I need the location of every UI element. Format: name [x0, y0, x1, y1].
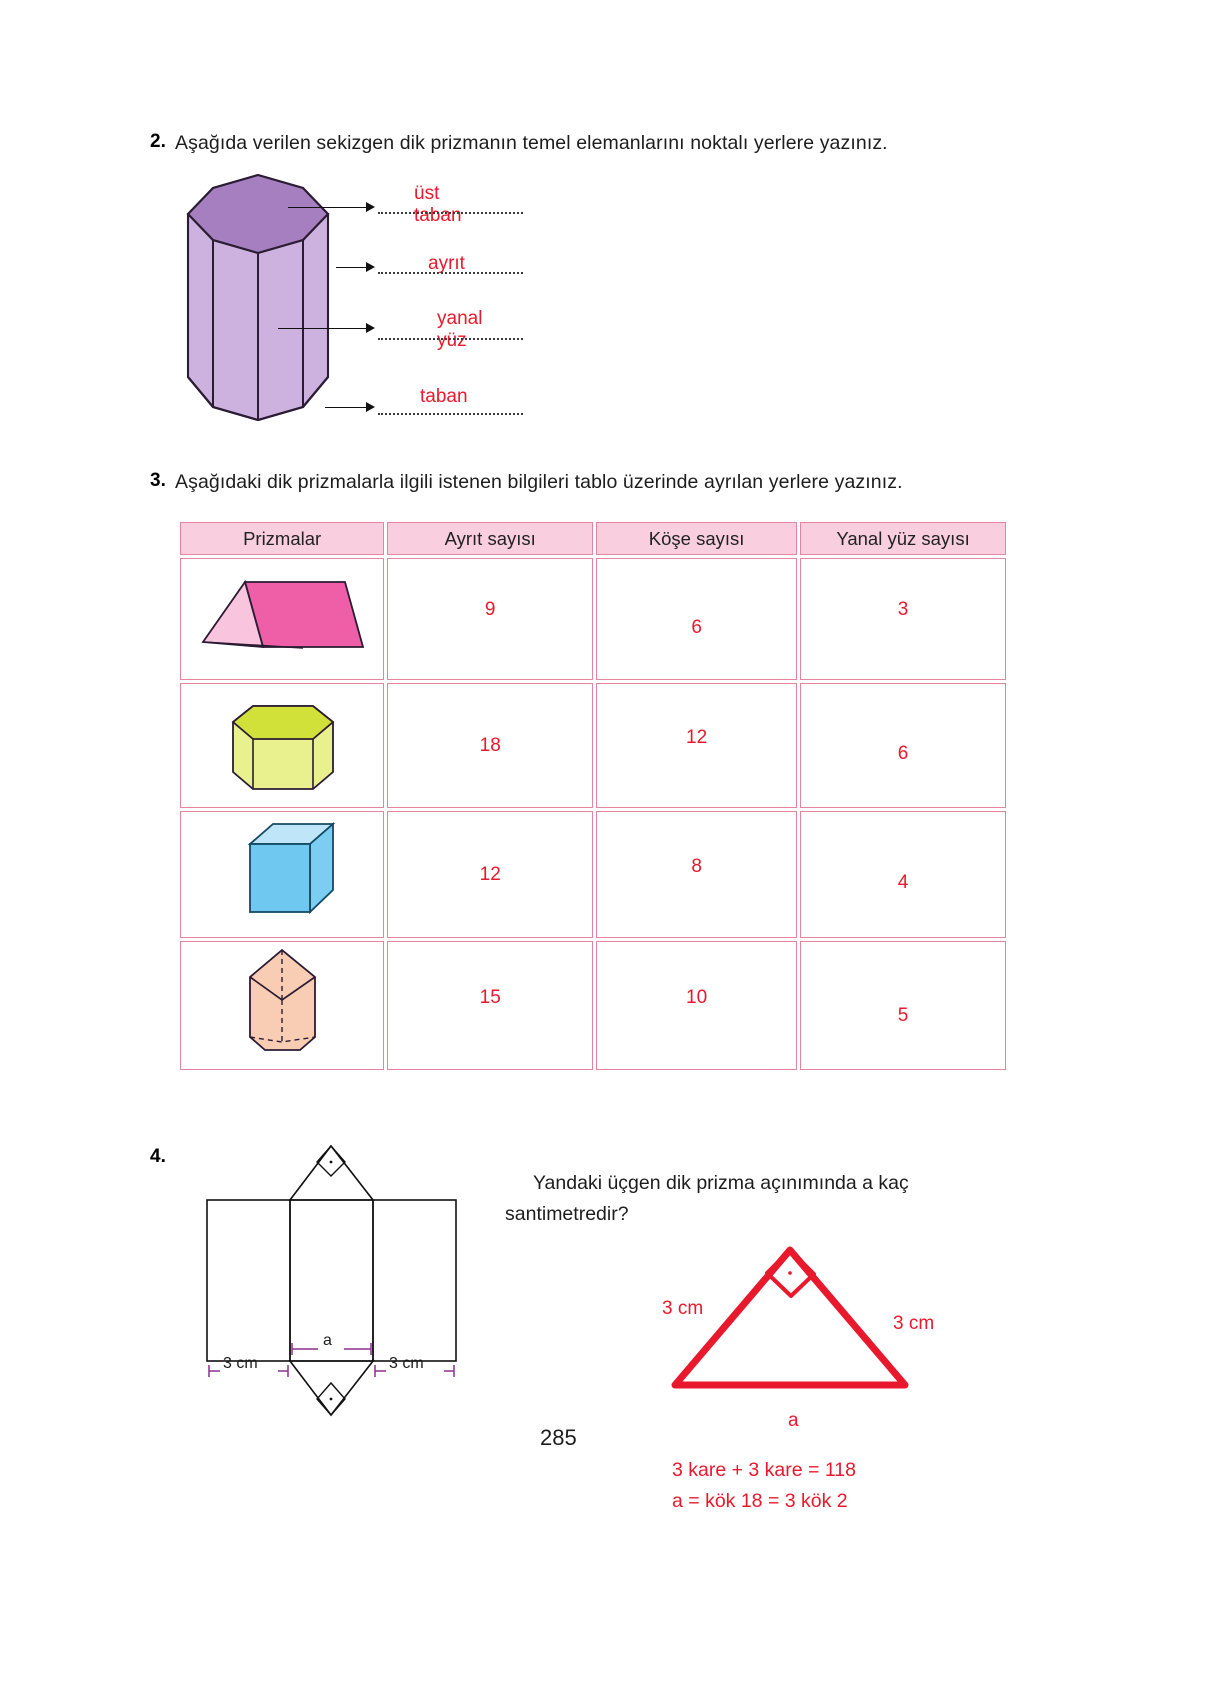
triangular-prism-net-svg — [185, 1140, 475, 1440]
cell-lateral-4[interactable] — [800, 941, 1006, 1070]
cell-edges-2[interactable] — [387, 683, 593, 808]
answer-vertices-4: 10 — [686, 986, 708, 1008]
leader-arrowhead-2 — [366, 262, 375, 272]
question-3-text: Aşağıdaki dik prizmalarla ilgili istenen bilgileri tablo üzerinde ayrılan yerlere yazınız. — [175, 471, 903, 493]
table-row — [180, 558, 1006, 680]
cell-vertices-3[interactable] — [596, 811, 797, 938]
prism-properties-table — [177, 519, 1009, 1073]
answer-vertices-3: 8 — [691, 855, 702, 877]
cell-vertices-2[interactable] — [596, 683, 797, 808]
cell-shape-cube-prism — [180, 811, 384, 938]
question-2-text: Aşağıda verilen sekizgen dik prizmanın temel elemanlarını noktalı yerlere yazınız. — [175, 132, 888, 154]
cube-prism-svg — [195, 812, 370, 932]
page-number: 285 — [540, 1425, 577, 1450]
answer-edges-2: 18 — [479, 734, 501, 756]
answer-blank-2[interactable] — [378, 272, 523, 274]
triangular-prism-svg — [195, 562, 370, 672]
net-dimension-left: 3 cm — [223, 1355, 258, 1372]
octagonal-prism-svg — [180, 172, 340, 437]
triangle-side-right-label: 3 cm — [893, 1313, 935, 1334]
triangle-side-left-label: 3 cm — [662, 1298, 704, 1319]
solution-line-2: a = kök 18 = 3 kök 2 — [672, 1490, 848, 1512]
answer-lateral-3: 4 — [897, 871, 909, 893]
cell-lateral-2[interactable] — [800, 683, 1006, 808]
cell-edges-3[interactable] — [387, 811, 593, 938]
answer-lateral-4: 5 — [897, 1004, 909, 1026]
question-4-solution — [672, 1455, 856, 1517]
answer-triangle-figure — [650, 1230, 960, 1430]
answer-edges-4: 15 — [479, 986, 501, 1008]
cell-shape-pentagonal-prism — [180, 941, 384, 1070]
answer-blank-4[interactable] — [378, 413, 523, 415]
answer-lateral-1: 3 — [897, 599, 909, 620]
answer-ayrit: ayrıt — [428, 253, 465, 274]
header-prizmalar: Prizmalar — [180, 522, 384, 555]
answer-ust-taban: üst taban — [414, 183, 462, 226]
triangle-base-label: a — [788, 1410, 799, 1431]
cell-edges-1[interactable] — [387, 558, 593, 680]
hexagonal-prism-svg — [195, 684, 370, 802]
table-row — [180, 683, 1006, 808]
octagonal-prism-figure — [180, 172, 340, 437]
answer-lateral-2: 6 — [897, 742, 909, 764]
cell-shape-hexagonal-prism — [180, 683, 384, 808]
leader-line-3 — [278, 328, 373, 329]
cell-lateral-1[interactable] — [800, 558, 1006, 680]
leader-arrowhead-3 — [366, 323, 375, 333]
leader-line-1 — [288, 207, 373, 208]
answer-edges-1: 9 — [484, 599, 496, 620]
pentagonal-prism-svg — [195, 942, 370, 1064]
answer-taban: taban — [420, 386, 468, 407]
cell-shape-triangular-prism — [180, 558, 384, 680]
net-dimension-right: 3 cm — [389, 1355, 424, 1372]
header-yanal-yuz-sayisi: Yanal yüz sayısı — [800, 522, 1006, 555]
cell-vertices-4[interactable] — [596, 941, 797, 1070]
answer-blank-3[interactable] — [378, 338, 523, 340]
table-row — [180, 811, 1006, 938]
answer-blank-1[interactable] — [378, 212, 523, 214]
answer-yanal-yuz: yanal yüz — [437, 308, 483, 351]
cell-edges-4[interactable] — [387, 941, 593, 1070]
table-row — [180, 941, 1006, 1070]
question-2-number: 2. — [150, 131, 166, 152]
cell-lateral-3[interactable] — [800, 811, 1006, 938]
question-3-number: 3. — [150, 470, 166, 491]
answer-vertices-2: 12 — [686, 726, 708, 748]
answer-vertices-1: 6 — [691, 617, 702, 638]
answer-edges-3: 12 — [479, 863, 501, 885]
question-4-number: 4. — [150, 1146, 166, 1167]
triangular-prism-net-figure — [185, 1140, 475, 1440]
header-ayrit-sayisi: Ayrıt sayısı — [387, 522, 593, 555]
table-header-row — [180, 522, 1006, 555]
header-kose-sayisi: Köşe sayısı — [596, 522, 797, 555]
question-4-text: Yandaki üçgen dik prizma açınımında a kaç santimetredir? — [505, 1172, 909, 1225]
solution-line-1: 3 kare + 3 kare = 118 — [672, 1459, 856, 1481]
leader-arrowhead-4 — [366, 402, 375, 412]
net-dimension-a: a — [323, 1332, 332, 1349]
cell-vertices-1[interactable] — [596, 558, 797, 680]
leader-arrowhead-1 — [366, 202, 375, 212]
